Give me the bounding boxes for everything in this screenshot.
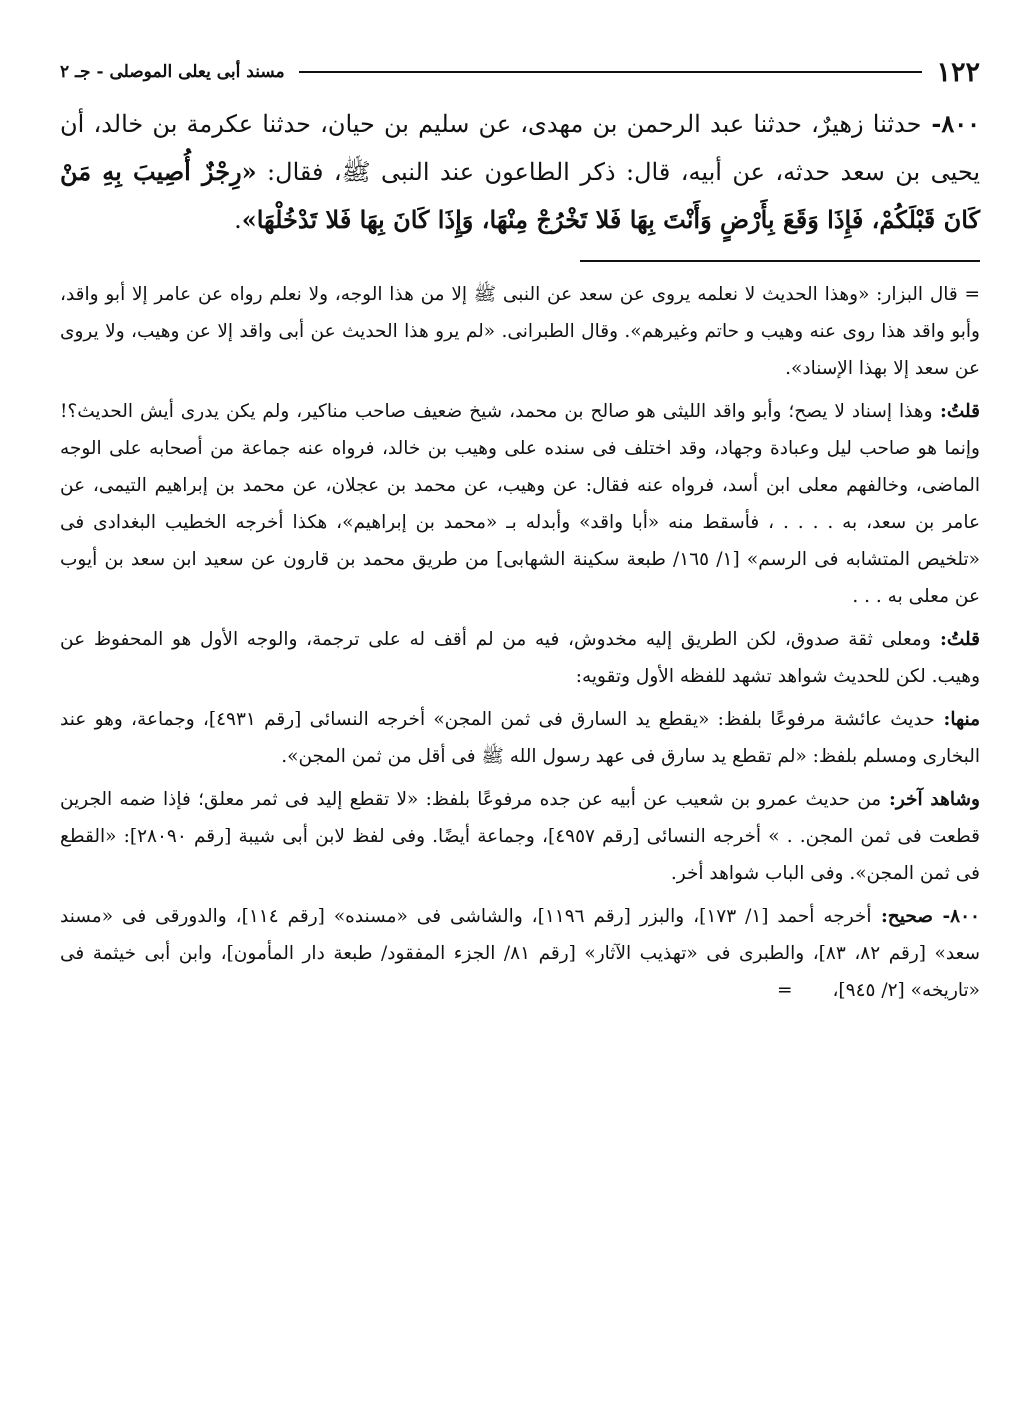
footnote-label: وشاهد آخر:: [881, 789, 980, 810]
footnote-text: أخرجه أحمد [١/ ١٧٣]، والبزر [رقم ١١٩٦]، والشاشى فى «مسنده» [رقم ١١٤]، والدورقى فى «مسند سعد» [رقم ٨٢، ٨٣]، والطبرى فى «تهذيب الآثار» [رقم ٨١/ الجزء المفقود/ طبعة دار المأمون]، وابن أبى خيثمة فى «تاريخه» [٢/ ٩٤٥]،: [60, 906, 980, 1001]
book-title: مسند أبى يعلى الموصلى - جـ ٢: [60, 62, 285, 82]
footnotes: [60, 276, 980, 1009]
page-number: ١٢٢: [936, 56, 980, 88]
footnote-label: ٨٠٠- صحيح:: [871, 906, 980, 927]
footnote-label: منها:: [934, 709, 980, 730]
footnote-paragraph: [60, 701, 980, 775]
continuation-mark: =: [776, 980, 793, 1001]
header-rule: [299, 71, 923, 73]
footnote-paragraph: [60, 898, 980, 1009]
hadith-chain: حدثنا زهيرٌ، حدثنا عبد الرحمن بن مهدى، عن سليم بن حيان، حدثنا عكرمة بن خالد، أن يحيى بن سعد حدثه، عن أبيه، قال: ذكر الطاعون عند النبى ﷺ، فقال:: [60, 110, 980, 186]
hadith-text: [60, 100, 980, 244]
footnote-paragraph: [60, 781, 980, 892]
footnote-text: من حديث عمرو بن شعيب عن أبيه عن جده مرفوعًا بلفظ: «لا تقطع إليد فى ثمر معلق؛ فإذا ضمه الجرين قطعت فى ثمن المجن. . » أخرجه النسائى [رقم ٤٩٥٧]، وجماعة أيضًا. وفى لفظ لابن أبى شيبة [رقم ٢٨٠٩٠]: «القطع فى ثمن المجن». وفى الباب شواهد أخر.: [60, 789, 980, 884]
hadith-number: ٨٠٠-: [921, 109, 980, 138]
footnote-text: وهذا إسناد لا يصح؛ وأبو واقد الليثى هو صالح بن محمد، شيخ ضعيف صاحب مناكير، ولم يكن يدرى أيش الحديث؟! وإنما هو صاحب ليل وعبادة وجهاد، وقد اختلف فى سنده على وهيب بن خالد، فرواه عنه جماعة من أصحابه على الوجه الماضى، وخالفهم معلى ابن أسد، فرواه عنه فقال: عن وهيب، عن محمد بن عجلان، عن محمد بن إبراهيم التيمى، عن عامر بن سعد، به . . . . ، فأسقط منه «أبا واقد» وأبدله بـ «محمد بن إبراهيم»، هكذا أخرجه الخطيب البغدادى فى «تلخيص المتشابه فى الرسم» [١/ ١٦٥/ طبعة سكينة الشهابى] من طريق محمد بن قارون عن سعيد ابن سعد بن أيوب عن معلى به . . .: [60, 401, 980, 607]
page-header: [60, 50, 980, 94]
footnote-label: قلتُ:: [930, 629, 981, 650]
hadith-end: .: [234, 206, 242, 234]
footnote-paragraph: [60, 621, 980, 695]
hadith-quote: «رِجْزٌ أُصِيبَ بِهِ مَنْ كَانَ قَبْلَكُمْ، فَإِذَا وَقَعَ بِأَرْضٍ وَأَنْتَ بِهَا فَلا تَخْرُجْ مِنْهَا، وَإِذَا كَانَ بِهَا فَلا تَدْخُلْهَا»: [60, 157, 980, 234]
footnote-paragraph: [60, 393, 980, 615]
footnote-text: ومعلى ثقة صدوق، لكن الطريق إليه مخدوش، فيه من لم أقف له على ترجمة، والوجه الأول هو المحفوظ عن وهيب. لكن للحديث شواهد تشهد للفظه الأول وتقويه:: [60, 629, 980, 687]
footnote-label: قلتُ:: [932, 401, 980, 422]
footnote-continuation-text: = قال البزار: «وهذا الحديث لا نعلمه يروى عن سعد عن النبى ﷺ إلا من هذا الوجه، ولا نعلم رواه عن عامر إلا أبو واقد، وأبو واقد هذا روى عنه وهيب و حاتم وغيرهم». وقال الطبرانى. «لم يرو هذا الحديث عن أبى واقد إلا عن وهيب، ولا يروى عن سعد إلا بهذا الإسناد».: [60, 284, 980, 379]
footnote-text: حديث عائشة مرفوعًا بلفظ: «يقطع يد السارق فى ثمن المجن» أخرجه النسائى [رقم ٤٩٣١]، وجماعة، وهو عند البخارى ومسلم بلفظ: «لم تقطع يد سارق فى عهد رسول الله ﷺ فى أقل من ثمن المجن».: [60, 709, 980, 767]
hadith-paragraph: [60, 100, 980, 244]
book-page: [60, 50, 980, 1015]
footnote-continuation: [60, 276, 980, 387]
footnote-divider: [580, 260, 980, 262]
